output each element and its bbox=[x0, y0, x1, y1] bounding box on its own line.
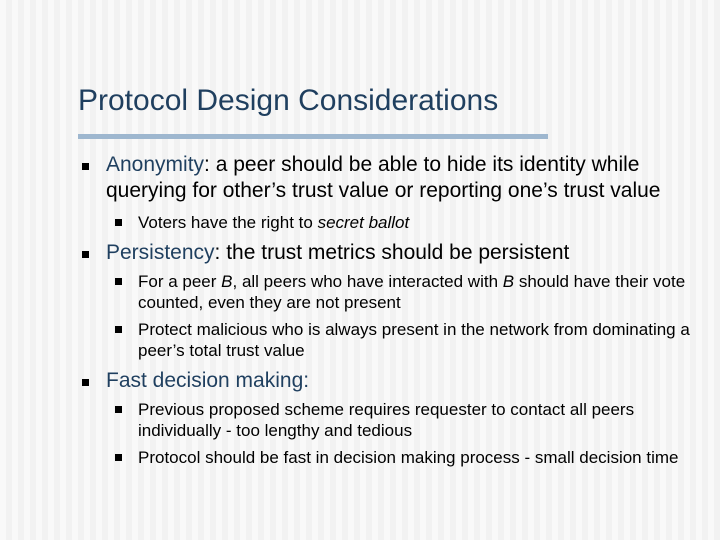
square-bullet-icon bbox=[82, 163, 89, 170]
text-voters: Voters have the right to bbox=[138, 213, 318, 232]
sub-bullet-protect-malicious bbox=[78, 319, 708, 361]
square-bullet-icon bbox=[82, 379, 89, 386]
sub-bullet-peer-b bbox=[78, 271, 708, 313]
square-bullet-icon bbox=[115, 326, 122, 333]
text-peer-b-c: , all peers who have interacted with bbox=[232, 272, 503, 291]
text-fast-decision: : bbox=[303, 369, 310, 392]
square-bullet-icon bbox=[115, 454, 122, 461]
sub-bullet-secret-ballot bbox=[78, 212, 708, 233]
text-peer-b-d: B bbox=[502, 272, 515, 291]
text-protect-malicious: Protect malicious who is always present in the network from dominating a peer’s total trust value bbox=[138, 320, 690, 360]
square-bullet-icon bbox=[115, 219, 122, 226]
text-protocol-fast: Protocol should be fast in decision making process - small decision time bbox=[138, 448, 679, 467]
text-previous-scheme: Previous proposed scheme requires requester to contact all peers individually - too lengthy and tedious bbox=[138, 400, 635, 440]
text-anonymity: : a peer should be able to hide its identity while querying for other’s trust value or reporting one’s trust value bbox=[106, 153, 661, 202]
square-bullet-icon bbox=[115, 406, 122, 413]
term-anonymity: Anonymity bbox=[106, 153, 205, 176]
square-bullet-icon bbox=[115, 278, 122, 285]
square-bullet-icon bbox=[82, 251, 89, 258]
term-persistency: Persistency bbox=[106, 241, 215, 264]
bullet-persistency bbox=[78, 240, 708, 266]
text-persistency: : the trust metrics should be persistent bbox=[214, 241, 570, 264]
sub-bullet-protocol-fast bbox=[78, 447, 708, 468]
bullet-fast-decision bbox=[78, 368, 708, 394]
term-fast-decision: Fast decision making bbox=[106, 369, 304, 392]
slide-title: Protocol Design Considerations bbox=[78, 84, 499, 117]
text-peer-b-b: B bbox=[221, 272, 233, 291]
text-peer-b-e: should have their vote counted, even they are not present bbox=[138, 272, 686, 312]
text-peer-b-a: For a peer bbox=[138, 272, 222, 291]
sub-bullet-previous-scheme bbox=[78, 399, 708, 441]
text-secret-ballot: secret ballot bbox=[317, 213, 410, 232]
slide-content bbox=[78, 152, 708, 468]
title-underline bbox=[78, 134, 548, 139]
bullet-anonymity bbox=[78, 152, 708, 204]
